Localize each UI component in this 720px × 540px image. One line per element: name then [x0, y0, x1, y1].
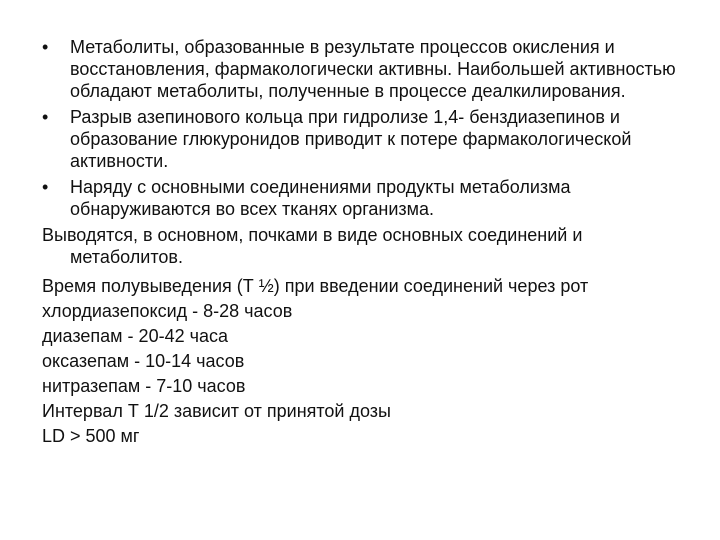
bullet-item-tissues — [42, 176, 682, 220]
bullet-text: Разрыв азепинового кольца при гидролизе 1,4- бенздиазепинов и образование глюкуронидов приводит к потере фармакологической активности. — [70, 107, 632, 171]
bullet-text: Наряду с основными соединениями продукты метаболизма обнаруживаются во всех тканях организма. — [70, 177, 571, 219]
slide-content — [42, 36, 682, 449]
half-life-heading: Время полувыведения (Т ½) при введении соединений через рот — [42, 276, 589, 296]
excretion-text: Выводятся, в основном, почками в виде основных соединений и метаболитов. — [42, 225, 583, 267]
drug-chlordiazepoxide: хлордиазепоксид - 8-28 часов — [42, 301, 293, 321]
drug-diazepam: диазепам - 20-42 часа — [42, 326, 228, 346]
bullet-dot: • — [42, 107, 49, 127]
drug-nitrazepam: нитразепам - 7-10 часов — [42, 376, 246, 396]
ld-value: LD > 500 мг — [42, 426, 140, 446]
bullet-dot: • — [42, 37, 49, 57]
drug-oxazepam: оксазепам - 10-14 часов — [42, 351, 245, 371]
bullet-item-azepine-ring — [42, 106, 682, 172]
bullet-text: Метаболиты, образованные в результате процессов окисления и восстановления, фармакологически активны. Наибольшей активностью обладают метаболиты, полученные в процессе деалкилирования. — [70, 37, 676, 101]
bullet-dot: • — [42, 177, 49, 197]
interval-note: Интервал Т 1/2 зависит от принятой дозы — [42, 401, 391, 421]
bullet-item-metabolites — [42, 36, 682, 102]
